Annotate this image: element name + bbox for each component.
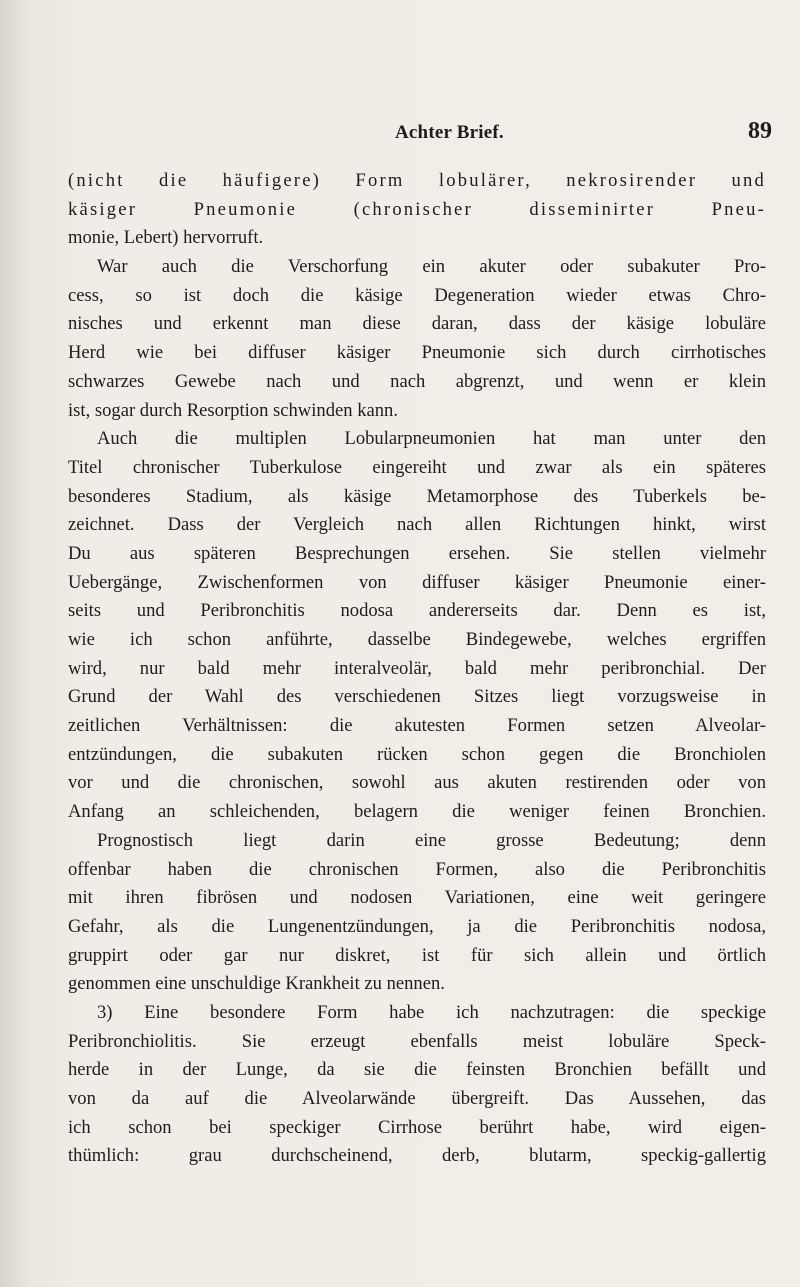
text-line: Titel chronischer Tuberkulose eingereiht und zwar als ein späteres bbox=[68, 456, 766, 478]
text-line: Anfang an schleichenden, belagern die weniger feinen Bronchien. bbox=[68, 801, 766, 823]
text-line: zeichnet. Dass der Vergleich nach allen Richtungen hinkt, wirst bbox=[68, 514, 766, 536]
text-line: Grund der Wahl des verschiedenen Sitzes liegt vorzugsweise in bbox=[68, 686, 766, 708]
text-line: Prognostisch liegt darin eine grosse Bedeutung; denn bbox=[97, 829, 766, 851]
text-line: zeitlichen Verhältnissen: die akutesten Formen setzen Alveolar- bbox=[68, 715, 766, 737]
text-line: besonderes Stadium, als käsige Metamorphose des Tuberkels be- bbox=[68, 485, 766, 507]
text-line: offenbar haben die chronischen Formen, also die Peribronchitis bbox=[68, 858, 766, 880]
text-line: cess, so ist doch die käsige Degeneration wieder etwas Chro- bbox=[68, 284, 766, 306]
text-line: schwarzes Gewebe nach und nach abgrenzt, und wenn er klein bbox=[68, 370, 766, 392]
text-line: herde in der Lunge, da sie die feinsten Bronchien befällt und bbox=[68, 1059, 766, 1081]
text-line: thümlich: grau durchscheinend, derb, blutarm, speckig-gallertig bbox=[68, 1145, 766, 1167]
page-number: 89 bbox=[748, 118, 772, 144]
text-line: käsiger Pneumonie (chronischer disseminirter Pneu- bbox=[68, 198, 766, 220]
text-line: 3) Eine besondere Form habe ich nachzutragen: die speckige bbox=[97, 1001, 766, 1023]
text-line: seits und Peribronchitis nodosa andererseits dar. Denn es ist, bbox=[68, 600, 766, 622]
text-line: von da auf die Alveolarwände übergreift. Das Aussehen, das bbox=[68, 1088, 766, 1109]
text-line: monie, Lebert) hervorruft. bbox=[68, 227, 264, 249]
text-line: Gefahr, als die Lungenentzündungen, ja die Peribronchitis nodosa, bbox=[68, 915, 766, 937]
text-line: War auch die Verschorfung ein akuter oder subakuter Pro- bbox=[97, 256, 766, 278]
text-line: gruppirt oder gar nur diskret, ist für sich allein und örtlich bbox=[68, 944, 766, 966]
text-line: wie ich schon anführte, dasselbe Bindegewebe, welches ergriffen bbox=[68, 629, 766, 650]
text-line: entzündungen, die subakuten rücken schon gegen die Bronchiolen bbox=[68, 743, 766, 765]
text-line: mit ihren fibrösen und nodosen Variationen, eine weit geringere bbox=[68, 887, 766, 909]
text-line: wird, nur bald mehr interalveolär, bald mehr peribronchial. Der bbox=[68, 657, 766, 679]
text-line: Auch die multiplen Lobularpneumonien hat man unter den bbox=[97, 428, 766, 450]
running-header bbox=[395, 118, 772, 152]
text-line: ich schon bei speckiger Cirrhose berührt habe, wird eigen- bbox=[68, 1116, 766, 1138]
text-line: Peribronchiolitis. Sie erzeugt ebenfalls meist lobuläre Speck- bbox=[68, 1030, 766, 1052]
text-line: ist, sogar durch Resorption schwinden kann. bbox=[68, 399, 398, 421]
text-line: genommen eine unschuldige Krankheit zu nennen. bbox=[68, 973, 445, 995]
chapter-title: Achter Brief. bbox=[395, 122, 504, 143]
text-line: Uebergänge, Zwischenformen von diffuser käsiger Pneumonie einer- bbox=[68, 571, 766, 593]
text-line: Du aus späteren Besprechungen ersehen. Sie stellen vielmehr bbox=[68, 542, 766, 564]
text-line: nisches und erkennt man diese daran, dass der käsige lobuläre bbox=[68, 313, 766, 335]
text-line: Herd wie bei diffuser käsiger Pneumonie sich durch cirrhotisches bbox=[68, 342, 766, 364]
text-line: (nicht die häufigere) Form lobulärer, nekrosirender und bbox=[68, 170, 766, 191]
body-text bbox=[68, 167, 766, 1171]
text-line: vor und die chronischen, sowohl aus akuten restirenden oder von bbox=[68, 772, 766, 794]
